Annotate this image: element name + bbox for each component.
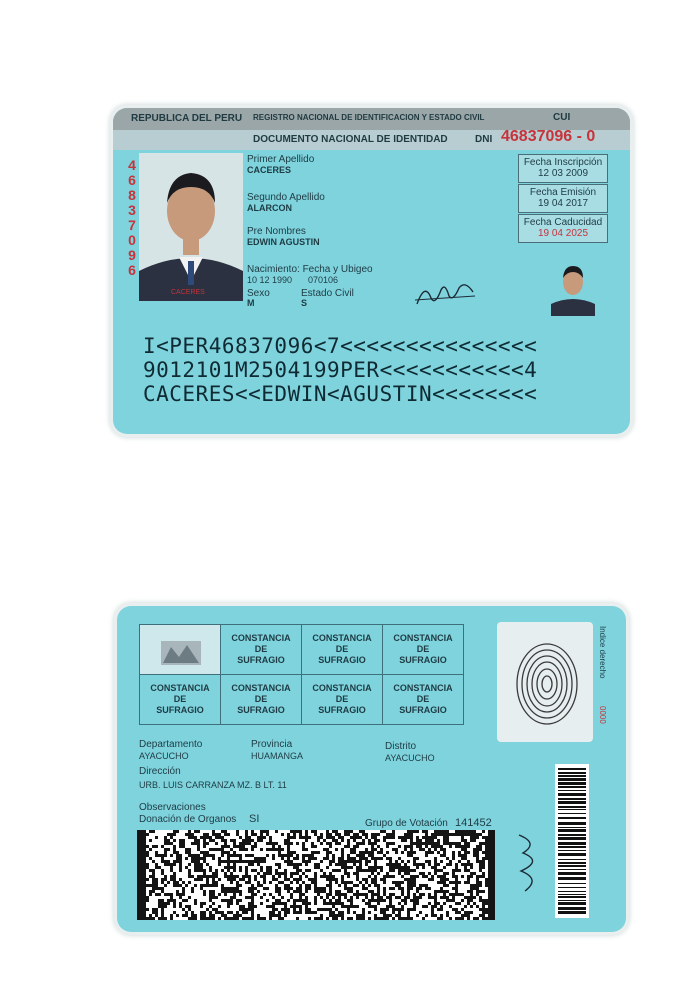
second-surname-label: Segundo Apellido — [247, 192, 325, 203]
inscription-date: 12 03 2009 — [537, 168, 589, 179]
vertical-barcode — [555, 764, 589, 918]
seal-icon — [141, 625, 219, 671]
constancia-cell: CONSTANCIA DE SUFRAGIO — [383, 675, 464, 725]
ubigeo: 070106 — [308, 275, 339, 285]
constancia-cell: CONSTANCIA DE SUFRAGIO — [140, 675, 221, 725]
sex-label: Sexo — [247, 288, 270, 299]
holder-photo — [139, 153, 243, 301]
emission-label: Fecha Emisión — [529, 187, 597, 198]
civil-status-label: Estado Civil — [301, 288, 354, 299]
front-header-bar — [113, 108, 630, 130]
photo-caption: CACERES — [171, 289, 205, 296]
id-card-front — [113, 108, 630, 434]
person-photo-icon — [139, 153, 243, 301]
second-surname: ALARCON — [247, 203, 292, 213]
country-name: REPUBLICA DEL PERU — [131, 113, 243, 124]
fingerprint-label: Indice derecho — [598, 626, 607, 679]
dni-label: DNI — [475, 134, 493, 145]
document-type: DOCUMENTO NACIONAL DE IDENTIDAD — [253, 134, 448, 145]
serial-number: 0000 — [598, 706, 607, 724]
sex-value: M — [247, 298, 255, 308]
observaciones-label: Observaciones — [139, 802, 206, 813]
front-subheader-bar — [113, 130, 630, 150]
donacion-label: Donación de Organos — [139, 814, 237, 825]
birth-label: Nacimiento: Fecha y Ubigeo — [247, 264, 373, 275]
dni-number: 46837096 - 0 — [501, 128, 596, 145]
distrito-label: Distrito — [385, 741, 417, 752]
provincia-label: Provincia — [251, 739, 293, 750]
mrz-line-3: CACERES<<EDWIN<AGUSTIN<<<<<<<< — [143, 382, 538, 406]
departamento-label: Departamento — [139, 739, 203, 750]
expiry-label: Fecha Caducidad — [523, 217, 603, 228]
grupo-votacion-label: Grupo de Votación — [365, 818, 448, 829]
distrito-value: AYACUCHO — [385, 753, 435, 763]
emission-date-box — [518, 184, 608, 213]
given-names: EDWIN AGUSTIN — [247, 237, 320, 247]
constancia-cell: CONSTANCIA DE SUFRAGIO — [383, 625, 464, 675]
inscription-label: Fecha Inscripción — [523, 157, 603, 168]
pdf417-barcode — [137, 830, 495, 920]
seal-cell — [140, 625, 221, 675]
sufragio-grid — [139, 624, 464, 725]
grupo-votacion-value: 141452 — [455, 817, 492, 829]
given-names-label: Pre Nombres — [247, 226, 306, 237]
ghost-photo-icon — [551, 258, 595, 316]
first-surname: CACERES — [247, 165, 292, 175]
inscription-date-box — [518, 154, 608, 183]
constancia-cell: CONSTANCIA DE SUFRAGIO — [221, 675, 302, 725]
mrz-line-1: I<PER46837096<7<<<<<<<<<<<<<<< — [143, 334, 538, 358]
expiry-date: 19 04 2025 — [537, 228, 589, 239]
registry-name: REGISTRO NACIONAL DE IDENTIFICACION Y ESTADO CIVIL — [253, 113, 485, 122]
fingerprint-icon — [497, 622, 593, 742]
donacion-value: SI — [249, 813, 260, 825]
id-card-back — [117, 606, 626, 932]
provincia-value: HUAMANGA — [251, 751, 304, 761]
expiry-date-box — [518, 214, 608, 243]
birth-date: 10 12 1990 — [247, 275, 293, 285]
first-surname-label: Primer Apellido — [247, 154, 315, 165]
civil-status-value: S — [301, 298, 308, 308]
back-signature-icon — [513, 831, 547, 895]
direccion-value: URB. LUIS CARRANZA MZ. B LT. 11 — [139, 780, 287, 790]
departamento-value: AYACUCHO — [139, 751, 189, 761]
emission-date: 19 04 2017 — [537, 198, 589, 209]
direccion-label: Dirección — [139, 766, 181, 777]
fingerprint-box — [497, 622, 593, 742]
cui-label: CUI — [553, 112, 571, 123]
constancia-cell: CONSTANCIA DE SUFRAGIO — [302, 625, 383, 675]
mrz-line-2: 9012101M2504199PER<<<<<<<<<<<4 — [143, 358, 538, 382]
signature-icon — [413, 276, 479, 310]
constancia-cell: CONSTANCIA DE SUFRAGIO — [221, 625, 302, 675]
constancia-cell: CONSTANCIA DE SUFRAGIO — [302, 675, 383, 725]
vertical-dni-number: 46837096 — [128, 157, 136, 278]
